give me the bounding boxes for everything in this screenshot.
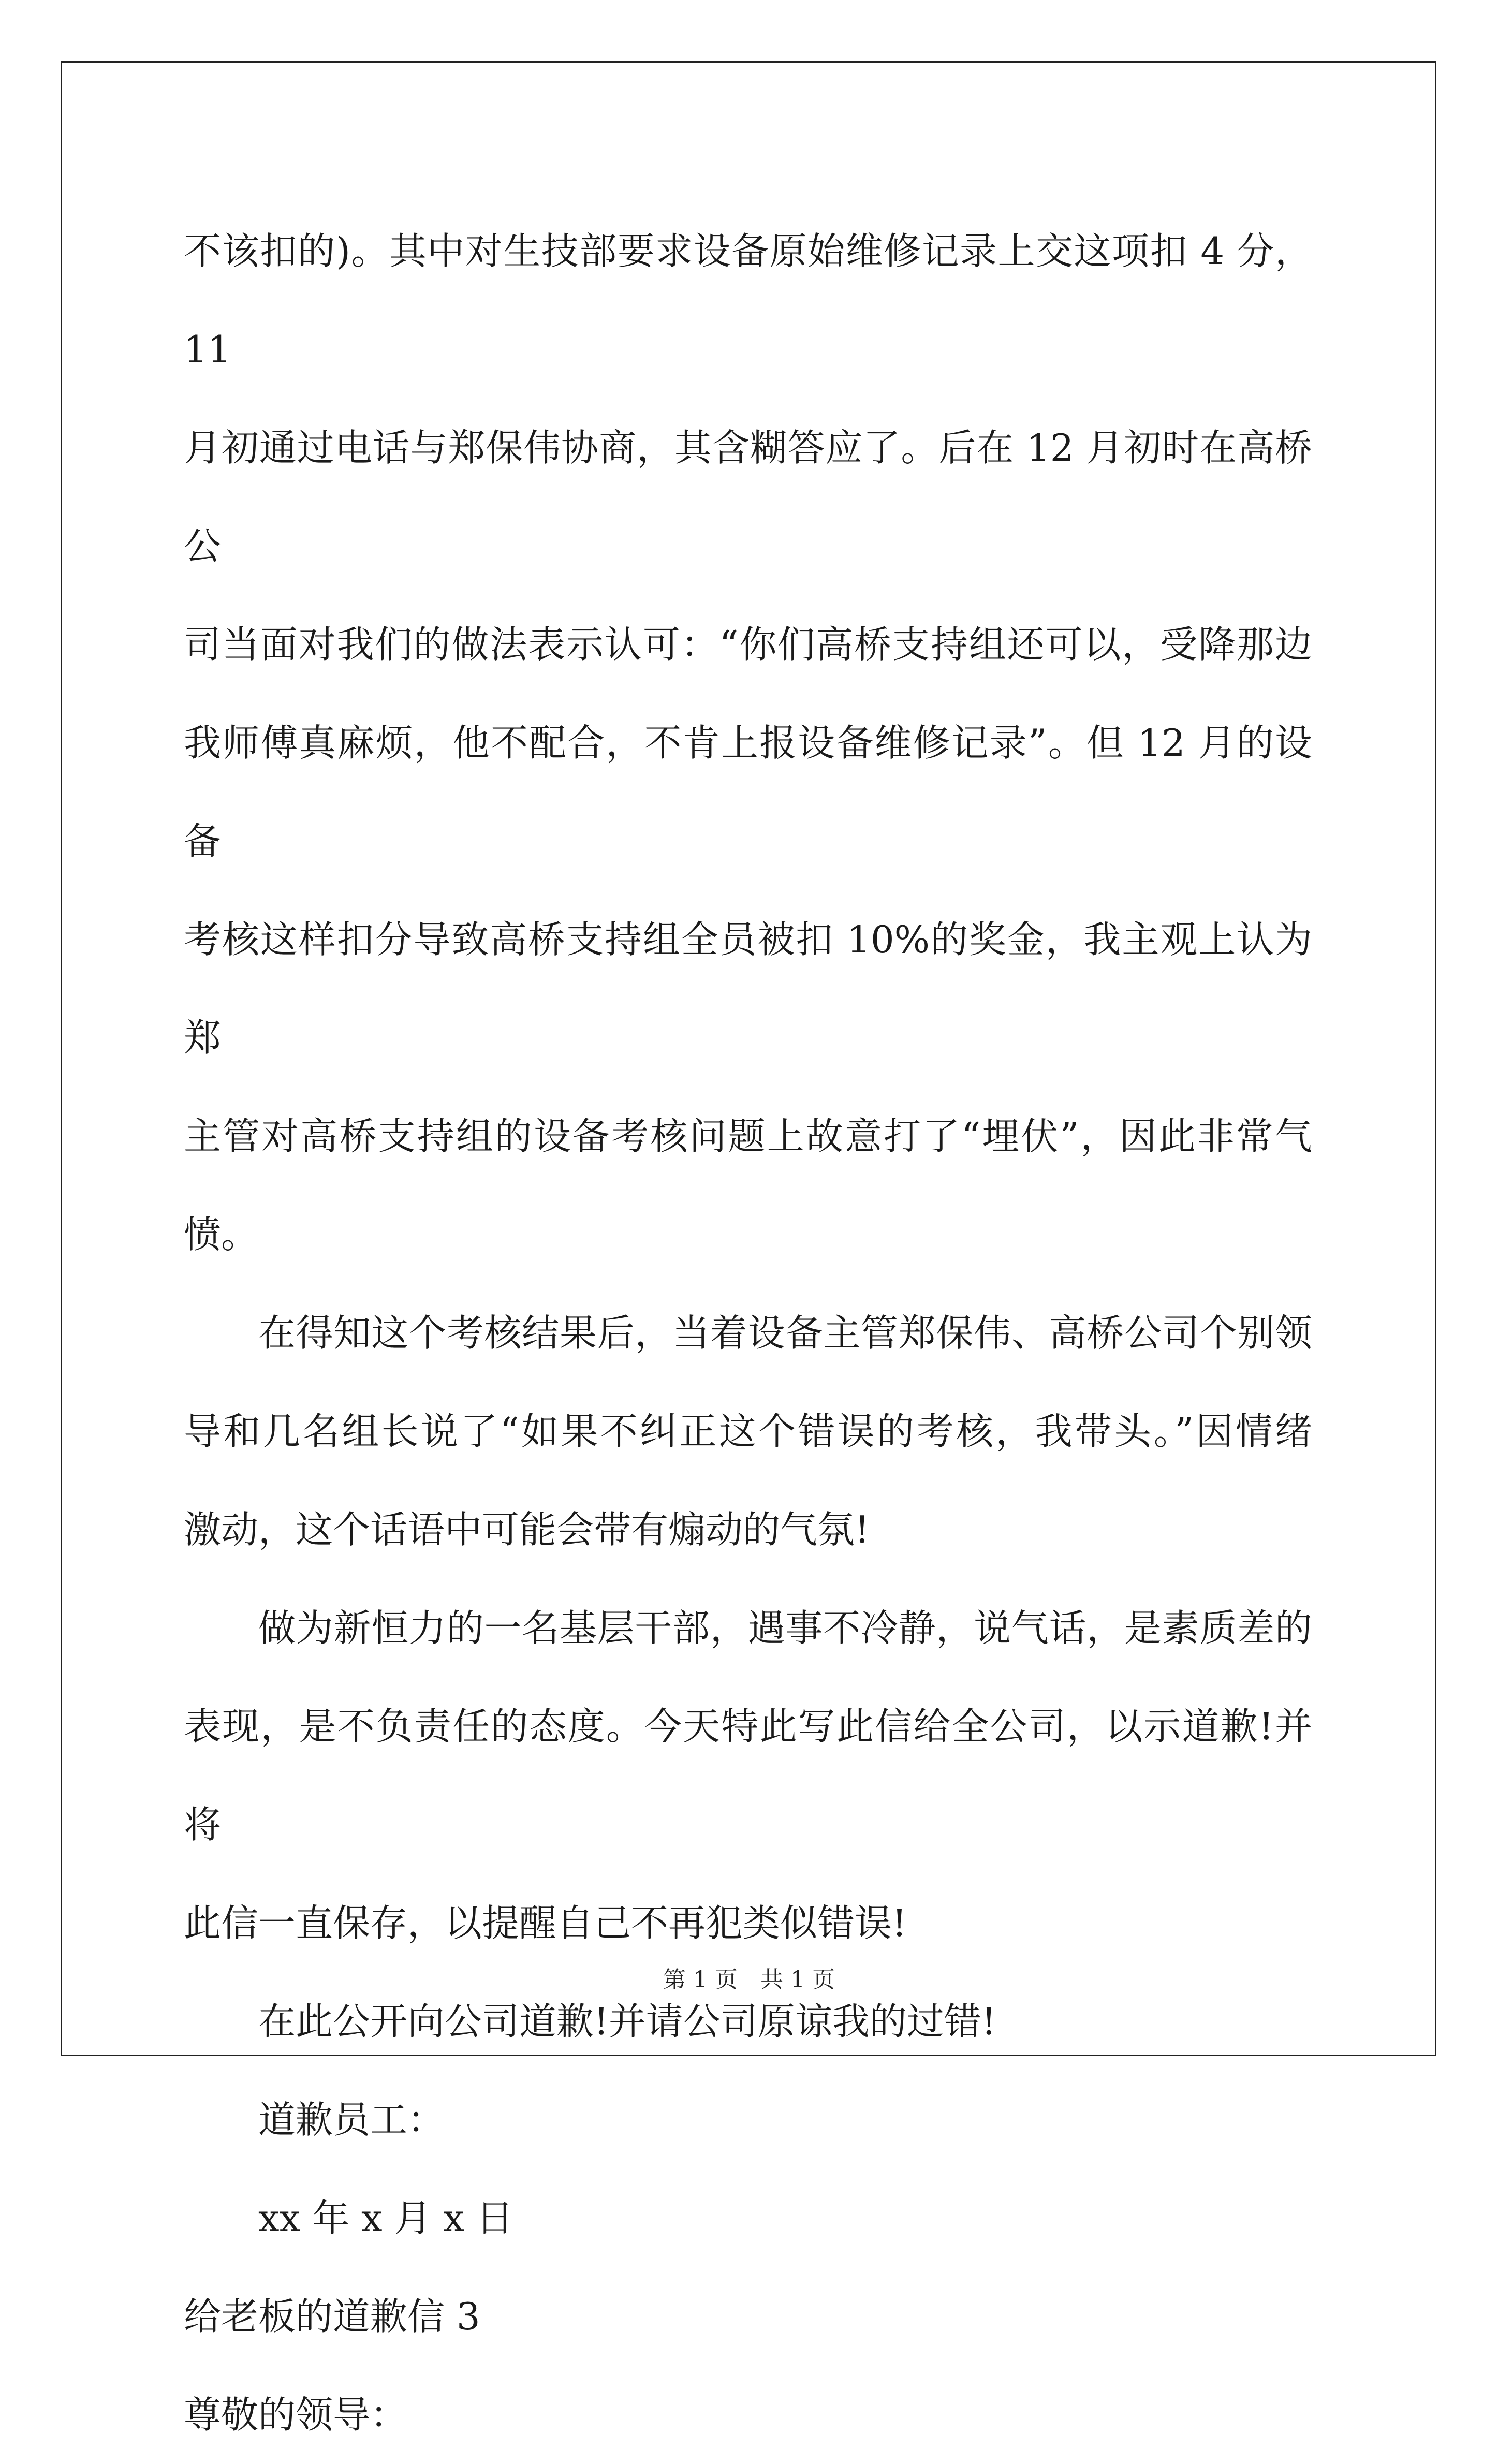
text-line: 司当面对我们的做法表示认可：“你们高桥支持组还可以，受降那边 bbox=[184, 623, 1312, 666]
text-line: 导和几名组长说了“如果不纠正这个错误的考核，我带头。”因情绪 bbox=[184, 1410, 1312, 1453]
text-line: 做为新恒力的一名基层干部，遇事不冷静，说气话，是素质差的 bbox=[258, 1606, 1312, 1650]
text-line: 在得知这个考核结果后，当着设备主管郑保伟、高桥公司个别领 bbox=[258, 1311, 1312, 1355]
text-line: 不该扣的)。其中对生技部要求设备原始维修记录上交这项扣 4 分，11 bbox=[184, 229, 1312, 371]
text-line: 考核这样扣分导致高桥支持组全员被扣 10%的奖金，我主观上认为郑 bbox=[184, 918, 1312, 1060]
signature-label: 道歉员工： bbox=[258, 2098, 445, 2142]
letter-date: xx 年 x 月 x 日 bbox=[258, 2196, 513, 2240]
section-title: 给老板的道歉信 3 bbox=[184, 2295, 480, 2338]
text-line: 此信一直保存，以提醒自己不再犯类似错误! bbox=[184, 1901, 907, 1945]
text-line: 激动，这个话语中可能会带有煽动的气氛! bbox=[184, 1508, 870, 1551]
document-body bbox=[184, 202, 1312, 2464]
paragraph-1 bbox=[184, 202, 1312, 1284]
text-line: 我师傅真麻烦，他不配合，不肯上报设备维修记录”。但 12 月的设备 bbox=[184, 721, 1312, 863]
paragraph-3 bbox=[184, 1579, 1312, 1972]
page-footer: 第 1 页 共 1 页 bbox=[663, 1967, 835, 1993]
paragraph-4: 在此公开向公司道歉!并请公司原谅我的过错! bbox=[258, 2000, 996, 2043]
text-line: 月初通过电话与郑保伟协商，其含糊答应了。后在 12 月初时在高桥公 bbox=[184, 426, 1312, 568]
paragraph-2 bbox=[184, 1284, 1312, 1579]
text-line: 主管对高桥支持组的设备考核问题上故意打了“埋伏”，因此非常气愤。 bbox=[184, 1114, 1312, 1256]
text-line: 表现，是不负责任的态度。今天特此写此信给全公司，以示道歉!并将 bbox=[184, 1705, 1312, 1846]
salutation: 尊敬的领导： bbox=[184, 2393, 408, 2437]
